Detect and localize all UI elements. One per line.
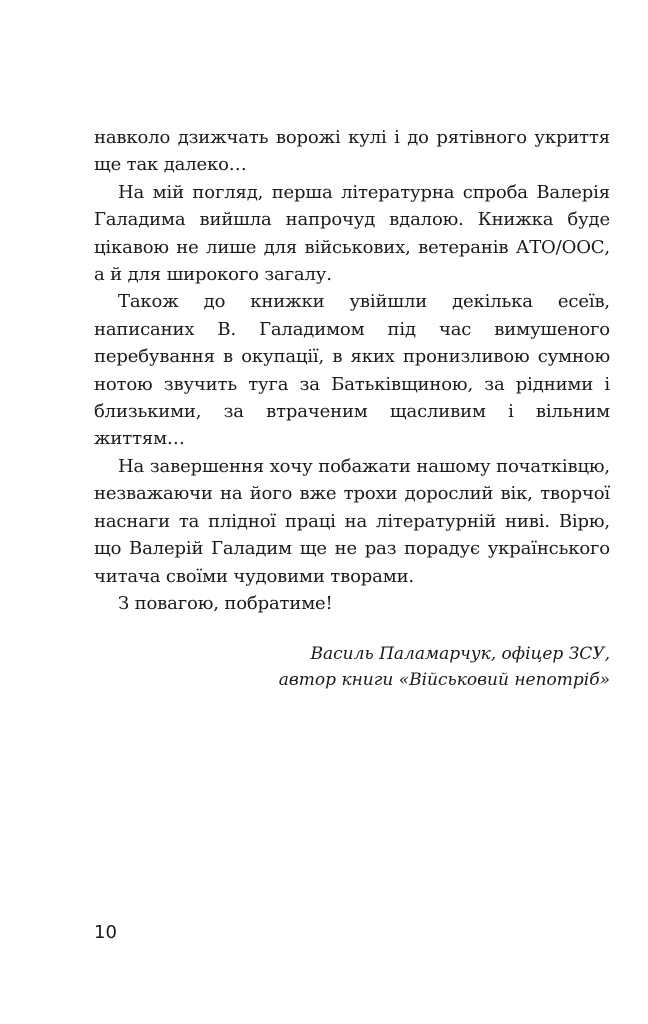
signature-author-line: Василь Паламарчук, офіцер ЗСУ, xyxy=(310,644,610,664)
paragraph-closing: З повагою, побратиме! xyxy=(118,592,333,614)
author-signature xyxy=(200,641,610,693)
paragraph-opinion: На мій погляд, перша літературна спроба Валерія Галадима вийшла напрочуд вдалою. Книжка буде цікавою не лише для військових, ветеранів АТО/ООС, а й для широкого загалу. xyxy=(94,181,610,286)
page-body-text xyxy=(94,124,610,617)
signature-book-line: автор книги «Військовий непотріб» xyxy=(278,670,610,690)
paragraph-essays: Також до книжки увійшли декілька есеїв, написаних В. Галадимом під час вимушеного перебування в окупації, в яких пронизливою сумною нотою звучить туга за Батьківщиною, за рідними і близькими, за втраченим щасливим і вільним життям… xyxy=(94,291,610,450)
page-number: 10 xyxy=(94,922,117,943)
paragraph-continued: навколо дзижчать ворожі кулі і до рятівного укриття ще так далеко… xyxy=(94,127,610,176)
paragraph-wishes: На завершення хочу побажати нашому початківцю, незважаючи на його вже трохи дорослий вік, творчої наснаги та плідної праці на літературній ниві. Вірю, що Валерій Галадим ще не раз порадує українського читача своїми чудовими творами. xyxy=(94,455,610,587)
